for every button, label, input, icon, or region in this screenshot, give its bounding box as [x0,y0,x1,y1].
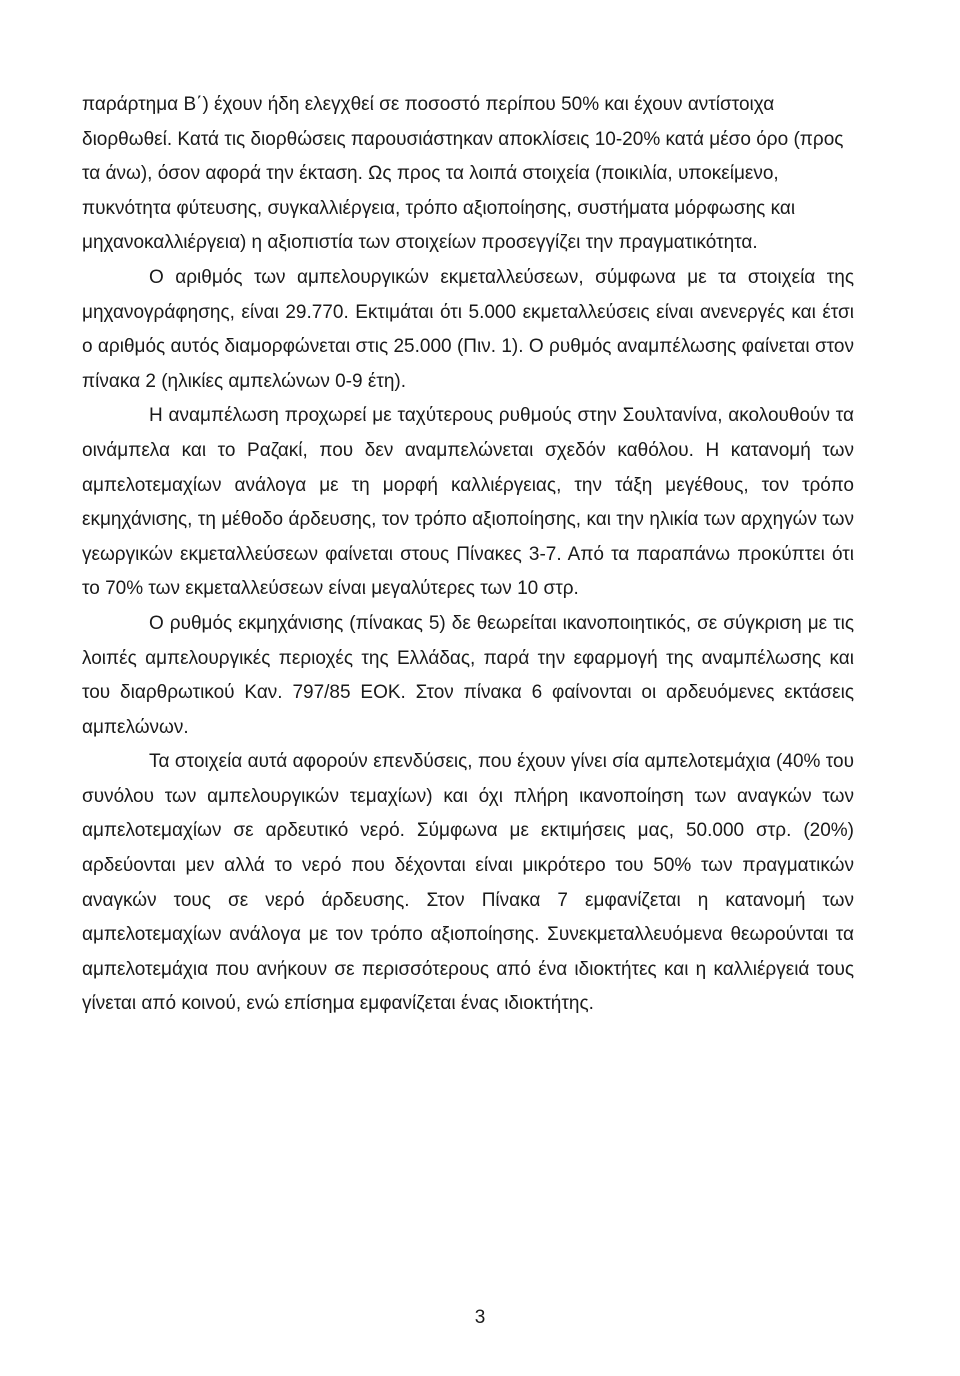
paragraph-mechanization: Ο ρυθμός εκμηχάνισης (πίνακας 5) δε θεωρείται ικανοποιητικός, σε σύγκριση με τις λοιπές αμπελουργικές περιοχές της Ελλάδας, παρά την εφαρμογή της αναμπέλωσης και του διαρθρωτικού Καν. 797/85 ΕΟΚ. Στον πίνακα 6 φαίνονται οι αρδευόμενες εκτάσεις αμπελώνων. [82,612,854,738]
paragraph-replanting: Η αναμπέλωση προχωρεί με ταχύτερους ρυθμούς στην Σουλτανίνα, ακολουθούν τα οινάμπελα και το Ραζακί, που δεν αναμπελώνεται σχεδόν καθόλου. Η κατανομή των αμπελοτεμαχίων ανάλογα με τη μορφή καλλιέργειας, την τάξη μεγέθους, τον τρόπο εκμηχάνισης, τη μέθοδο άρδευσης, τον τρόπο αξιοποίησης, και την ηλικία των αρχηγών των γεωργικών εκμεταλλεύσεων φαίνεται στους Πίνακες 3-7. Από τα παραπάνω προκύπτει ότι το 70% των εκμεταλλεύσεων είναι μεγαλύτερες των 10 στρ. [82,405,854,600]
page-number: 3 [474,1307,486,1328]
document-body [82,88,854,1022]
paragraph-irrigation: Τα στοιχεία αυτά αφορούν επενδύσεις, που έχουν γίνει σία αμπελοτεμάχια (40% του συνόλου των αμπελουργικών τεμαχίων) και όχι πλήρη ικανοποίηση των αναγκών των αμπελοτεμαχίων σε αρδευτικό νερό. Σύμφωνα με εκτιμήσεις μας, 50.000 στρ. (20%) αρδεύονται μεν αλλά το νερό που δέχονται είναι μικρότερο του 50% των πραγματικών αναγκών τους σε νερό άρδευσης. Στον Πίνακα 7 εμφανίζεται η κατανομή των αμπελοτεμαχίων ανάλογα με τον τρόπο αξιοποίησης. Συνεκμεταλλευόμενα θεωρούνται τα αμπελοτεμάχια που ανήκουν σε περισσότερους από ένα ιδιοκτήτες και η καλλιέργειά τους γίνεται από κοινού, ενώ επίσημα εμφανίζεται ένας ιδιοκτήτης. [82,751,854,1015]
paragraph-holdings-count: Ο αριθμός των αμπελουργικών εκμεταλλεύσεων, σύμφωνα με τα στοιχεία της μηχανογράφησης, είναι 29.770. Εκτιμάται ότι 5.000 εκμεταλλεύσεις είναι ανενεργές και έτσι ο αριθμός αυτός διαμορφώνεται στις 25.000 (Πιν. 1). Ο ρυθμός αναμπέλωσης φαίνεται στον πίνακα 2 (ηλικίες αμπελώνων 0-9 έτη). [82,266,854,392]
paragraph-continuation: παράρτημα Β΄) έχουν ήδη ελεγχθεί σε ποσοστό περίπου 50% και έχουν αντίστοιχα διορθωθεί. Κατά τις διορθώσεις παρουσιάστηκαν αποκλίσεις 10-20% κατά μέσο όρο (προς τα άνω), όσον αφορά την έκταση. Ως προς τα λοιπά στοιχεία (ποικιλία, υποκείμενο, πυκνότητα φύτευσης, συγκαλλιέργεια, τρόπο αξιοποίησης, συστήματα μόρφωσης και μηχανοκαλλιέργεια) η αξιοπιστία των στοιχείων προσεγγίζει την πραγματικότητα. [82,94,844,254]
